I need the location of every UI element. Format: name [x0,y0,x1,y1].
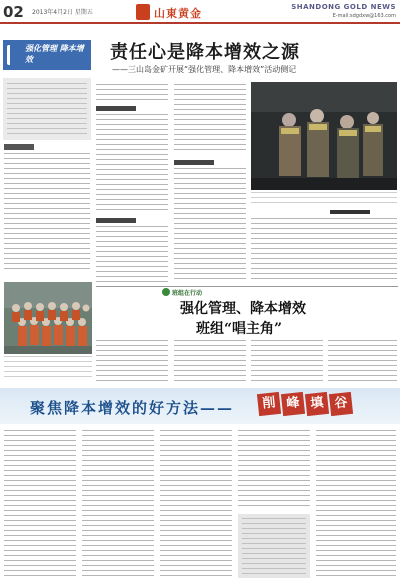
paper-name: SHANDONG GOLD NEWS [291,3,396,11]
section-tag-text: 强化管理 降本增效 [25,44,84,64]
feature-col3-text [251,340,323,384]
feature-col1-text [96,340,168,384]
infobox-text [242,518,306,574]
section-divider [96,286,398,287]
newspaper-logo [130,4,250,20]
mine-workers-photo [251,82,397,190]
issue-date: 2013年4月2日 星期五 [32,9,93,16]
tag-indicator-icon [7,45,21,65]
intro-quote-box [3,78,91,140]
team-group-photo [4,282,92,354]
bottom-col2-text [82,430,154,578]
col4-text [251,218,397,280]
team-photo-caption [4,356,92,380]
col2-subhead-1 [96,106,136,111]
left-column-text [4,153,90,273]
bottom-title: 聚焦降本增效的好方法—— [30,399,235,417]
feature-title-line2: 班组“唱主角” [196,321,283,337]
contact-email: E-mail:sdgdxw@163.com [332,13,396,19]
stamp-char-2: 峰 [281,392,305,416]
col3-text-1 [174,84,246,154]
logo-icon [136,4,150,20]
stamp-char-3: 填 [305,392,329,416]
bottom-col5-text [316,430,396,578]
bottom-col3-text [160,430,232,578]
bottom-col1-text [4,430,76,578]
section-tag [3,40,91,70]
col2-text-2 [96,114,168,214]
col3-subhead [174,160,214,165]
feature-label-icon [162,288,170,296]
quote-text-lines [7,83,87,135]
left-subhead [4,144,34,150]
col2-text-3 [96,226,168,282]
stamp-char-4: 谷 [329,392,353,416]
article-title: 责任心是降本增效之源 [110,42,300,63]
col3-text-2 [174,168,246,282]
col4-subhead [330,210,370,214]
bottom-infobox [238,514,310,578]
feature-col2-text [174,340,246,384]
feature-col4-text [328,340,397,384]
article-subtitle: ——三山岛金矿开展“强化管理、降本增效”活动侧记 [112,65,297,74]
mine-workers-illustration [251,82,397,190]
team-group-illustration [4,282,92,354]
page-number: 02 [3,3,24,21]
bottom-col4-text [238,430,310,510]
stamp-char-1: 削 [257,392,281,416]
col2-text-1 [96,84,168,102]
logo-text: 山東黄金 [154,7,202,20]
photo-caption-right [251,192,397,206]
col2-subhead-2 [96,218,136,223]
feature-title-line1: 强化管理、降本增效 [180,301,306,317]
feature-section-label: 班组在行动 [172,290,203,297]
